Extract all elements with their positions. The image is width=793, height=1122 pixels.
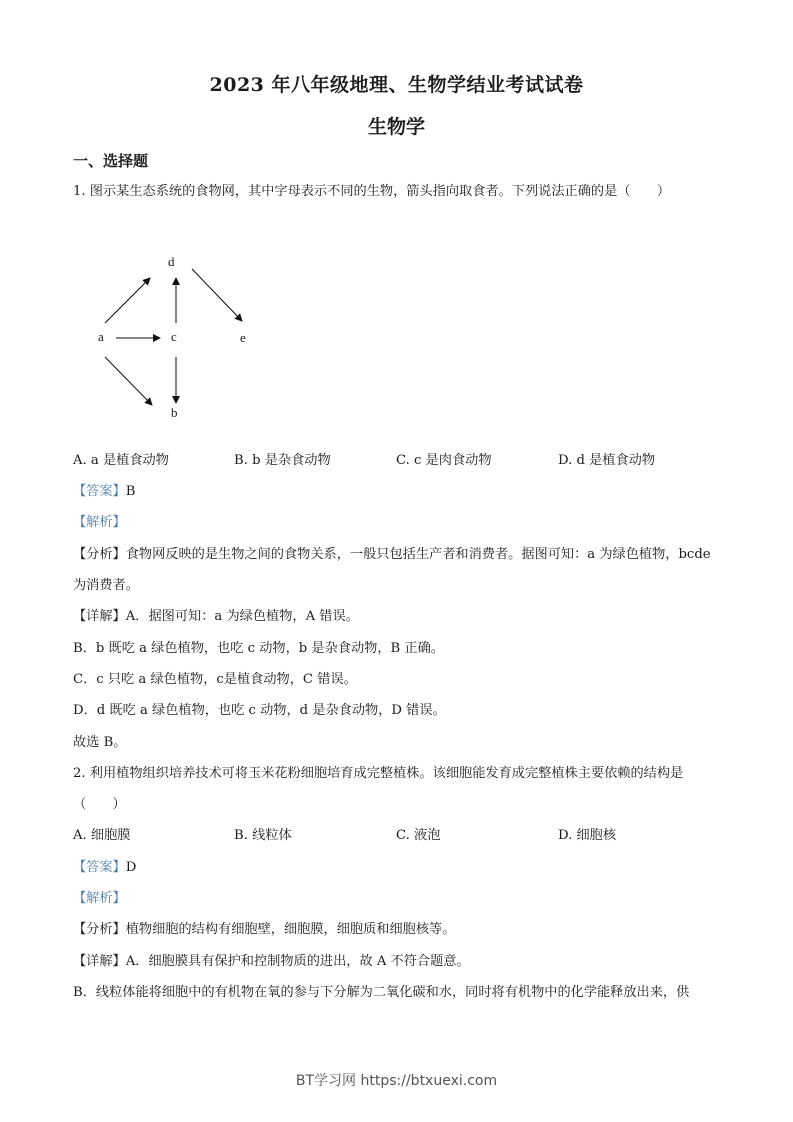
detail-label: 【详解】 bbox=[73, 609, 126, 624]
q1-detail-a bbox=[73, 608, 359, 626]
q1-detail-c: C．c 只吃 a 绿色植物，c是植食动物，C 错误。 bbox=[73, 672, 357, 687]
q1-option-d: D. d 是植食动物 bbox=[558, 453, 656, 468]
analysis-tag: 【解析】 bbox=[73, 515, 126, 530]
food-web-diagram bbox=[80, 245, 280, 425]
q1-stem: 1. 图示某生态系统的食物网，其中字母表示不同的生物，箭头指向取食者。下列说法正确的是（ ） bbox=[73, 184, 671, 199]
answer-value: D bbox=[125, 860, 137, 875]
q2-stem: 2. 利用植物组织培养技术可将玉米花粉细胞培育成完整植株。该细胞能发育成完整植株主要依赖的结构是 bbox=[73, 766, 684, 781]
analysis-tag: 【解析】 bbox=[73, 891, 126, 906]
section-heading: 一、选择题 bbox=[73, 152, 149, 170]
q1-option-c: C. c 是肉食动物 bbox=[396, 453, 492, 468]
q2-option-c: C. 液泡 bbox=[396, 828, 441, 843]
q2-option-a: A. 细胞膜 bbox=[73, 828, 131, 843]
node-a: a bbox=[98, 329, 104, 344]
q2-option-d: D. 细胞核 bbox=[558, 828, 617, 843]
q1-analysis bbox=[73, 546, 711, 564]
analysis-label: 【分析】 bbox=[73, 922, 126, 937]
q2-analysis-tag bbox=[73, 890, 126, 908]
analysis-label: 【分析】 bbox=[73, 547, 126, 562]
detail-text: A．细胞膜具有保护和控制物质的进出，故 A 不符合题意。 bbox=[125, 954, 470, 969]
detail-label: 【详解】 bbox=[73, 954, 126, 969]
q2-detail-a bbox=[73, 953, 470, 971]
node-e: e bbox=[240, 330, 246, 345]
q2-stem-cont: （ ） bbox=[73, 797, 126, 812]
answer-value: B bbox=[125, 484, 136, 499]
answer-tag: 【答案】 bbox=[73, 860, 126, 875]
food-web-arrows bbox=[80, 245, 280, 425]
q1-option-a: A. a 是植食动物 bbox=[73, 453, 169, 468]
detail-text: A．据图可知：a 为绿色植物，A 错误。 bbox=[125, 609, 359, 624]
q1-answer bbox=[73, 483, 135, 501]
node-b: b bbox=[171, 405, 178, 420]
watermark-footer: BT学习网 https://btxuexi.com bbox=[295, 1073, 498, 1089]
node-c: c bbox=[171, 329, 177, 344]
q1-conclusion: 故选 B。 bbox=[73, 735, 127, 750]
q2-option-b: B. 线粒体 bbox=[234, 828, 292, 843]
node-d: d bbox=[168, 254, 175, 269]
analysis-text: 食物网反映的是生物之间的食物关系，一般只包括生产者和消费者。据图可知：a 为绿色植物，bcde bbox=[125, 547, 711, 562]
answer-tag: 【答案】 bbox=[73, 484, 126, 499]
q1-option-b: B. b 是杂食动物 bbox=[234, 453, 331, 468]
exam-title: 2023 年八年级地理、生物学结业考试试卷 bbox=[209, 74, 584, 96]
exam-subtitle: 生物学 bbox=[367, 116, 425, 138]
q2-analysis bbox=[73, 921, 455, 939]
q2-detail-b: B．线粒体能将细胞中的有机物在氧的参与下分解为二氧化碳和水，同时将有机物中的化学能释放出来，供 bbox=[73, 985, 690, 1000]
q1-analysis-cont: 为消费者。 bbox=[73, 578, 139, 593]
q1-analysis-tag bbox=[73, 514, 126, 532]
q1-detail-b: B．b 既吃 a 绿色植物，也吃 c 动物，b 是杂食动物，B 正确。 bbox=[73, 641, 444, 656]
q1-detail-d: D．d 既吃 a 绿色植物，也吃 c 动物，d 是杂食动物，D 错误。 bbox=[73, 703, 446, 718]
analysis-text: 植物细胞的结构有细胞壁，细胞膜，细胞质和细胞核等。 bbox=[125, 922, 456, 937]
q2-answer bbox=[73, 859, 136, 877]
